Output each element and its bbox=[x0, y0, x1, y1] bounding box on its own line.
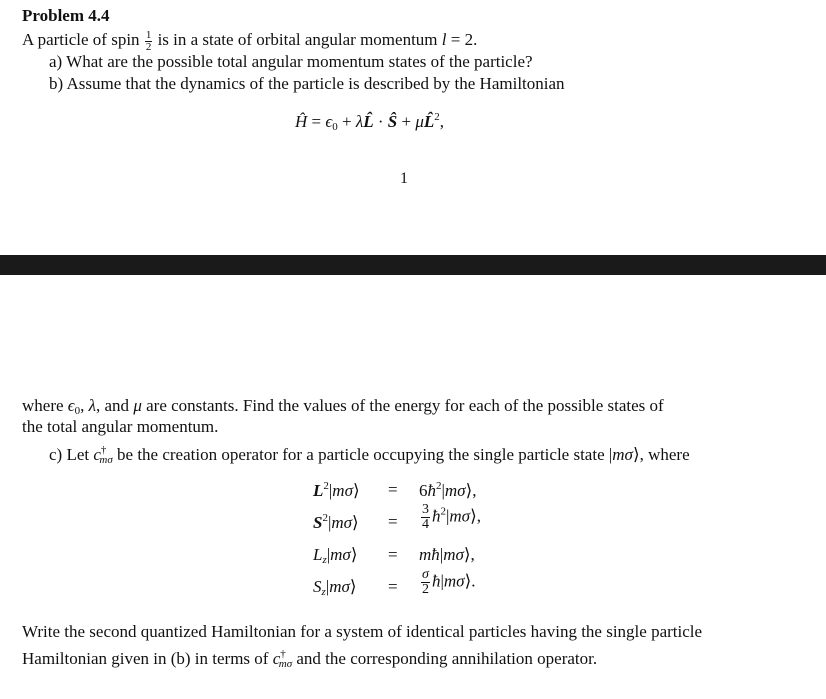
where-word: where bbox=[22, 396, 68, 415]
eq4-denominator: 2 bbox=[422, 582, 429, 597]
part-c-pre: c) Let bbox=[49, 445, 94, 464]
l-value: = 2. bbox=[450, 30, 478, 49]
intro-line: A particle of spin $\frac{1}{2}$ is in a state of orbital angular momentum l = 2. bbox=[22, 28, 478, 53]
eq1-lhs: $L^2|m\sigma⟩$ bbox=[313, 480, 360, 500]
line8-pre: Hamiltonian given in (b) in terms of bbox=[22, 649, 273, 668]
eq2-numerator: 3 bbox=[422, 502, 429, 517]
part-a: a) What are the possible total angular momentum states of the particle? bbox=[49, 52, 533, 71]
eq4-numerator: σ bbox=[422, 567, 429, 582]
part-b: b) Assume that the dynamics of the particle is described by the Hamiltonian bbox=[49, 74, 565, 93]
intro-post: is in a state of orbital angular momentum bbox=[153, 30, 442, 49]
problem-title: Problem 4.4 bbox=[22, 6, 110, 25]
part-c-task-line1: Write the second quantized Hamiltonian for a system of identical particles having the single particle bbox=[22, 622, 703, 641]
eq2-denominator: 4 bbox=[422, 517, 429, 532]
part-c-post: , where bbox=[639, 445, 690, 464]
eq4-rhs: $\frac{\sigma}{2}$ ħ|mσ⟩. bbox=[422, 567, 476, 597]
page-number: 1 bbox=[400, 170, 408, 187]
eq3-lhs: $L_z|m\sigma⟩$ bbox=[313, 545, 358, 566]
hamiltonian-formula: Ĥ = $\epsilon_0$ + λL̂ · Ŝ + μL̂$^2$, bbox=[295, 111, 445, 133]
half-denominator: 2 bbox=[145, 40, 152, 53]
eq1-coefficient: 6 bbox=[419, 481, 428, 500]
and-word: , and bbox=[96, 396, 134, 415]
part-c: c) Let $c^\dagger_{m\sigma}$ be the creation operator for a particle occupying the single particle state |mσ⟩, where bbox=[49, 444, 690, 466]
eq4-fraction bbox=[421, 568, 430, 597]
part-c-mid: be the creation operator for a particle occupying the single particle state bbox=[112, 445, 609, 464]
total-angular-momentum-line: the total angular momentum. bbox=[22, 417, 219, 436]
eq4-lhs: $S_z|m\sigma⟩$ bbox=[313, 577, 357, 598]
constants-rest: are constants. Find the values of the energy for each of the possible states of bbox=[141, 396, 664, 415]
line8-post: and the corresponding annihilation operator. bbox=[292, 649, 598, 668]
half-numerator: 1 bbox=[145, 28, 152, 41]
eq1-rhs: $6ħ^2|m\sigma⟩$, bbox=[419, 480, 477, 500]
eq4-equals: = bbox=[388, 577, 398, 596]
eq2-rhs: $\frac{3}{4}$ $ħ^2|m\sigma⟩$, bbox=[422, 502, 481, 532]
constants-line: where $\epsilon_0$, λ, and μ are constants. Find the values of the energy for each of the possible states of bbox=[22, 396, 664, 417]
page-divider bbox=[0, 255, 826, 275]
eq2-equals: = bbox=[388, 512, 398, 531]
eq3-rhs: mħ|mσ⟩, bbox=[419, 545, 475, 564]
eq2-lhs: $S^2|m\sigma⟩$ bbox=[313, 512, 359, 532]
eq1-equals: = bbox=[388, 480, 398, 499]
eq3-equals: = bbox=[388, 545, 398, 564]
spin-half-fraction bbox=[145, 30, 153, 53]
part-c-task-line2: Hamiltonian given in (b) in terms of $c^\dagger_{m\sigma}$ and the corresponding annihilation operator. bbox=[22, 648, 598, 670]
eq2-fraction bbox=[421, 503, 430, 532]
intro-pre: A particle of spin bbox=[22, 30, 144, 49]
